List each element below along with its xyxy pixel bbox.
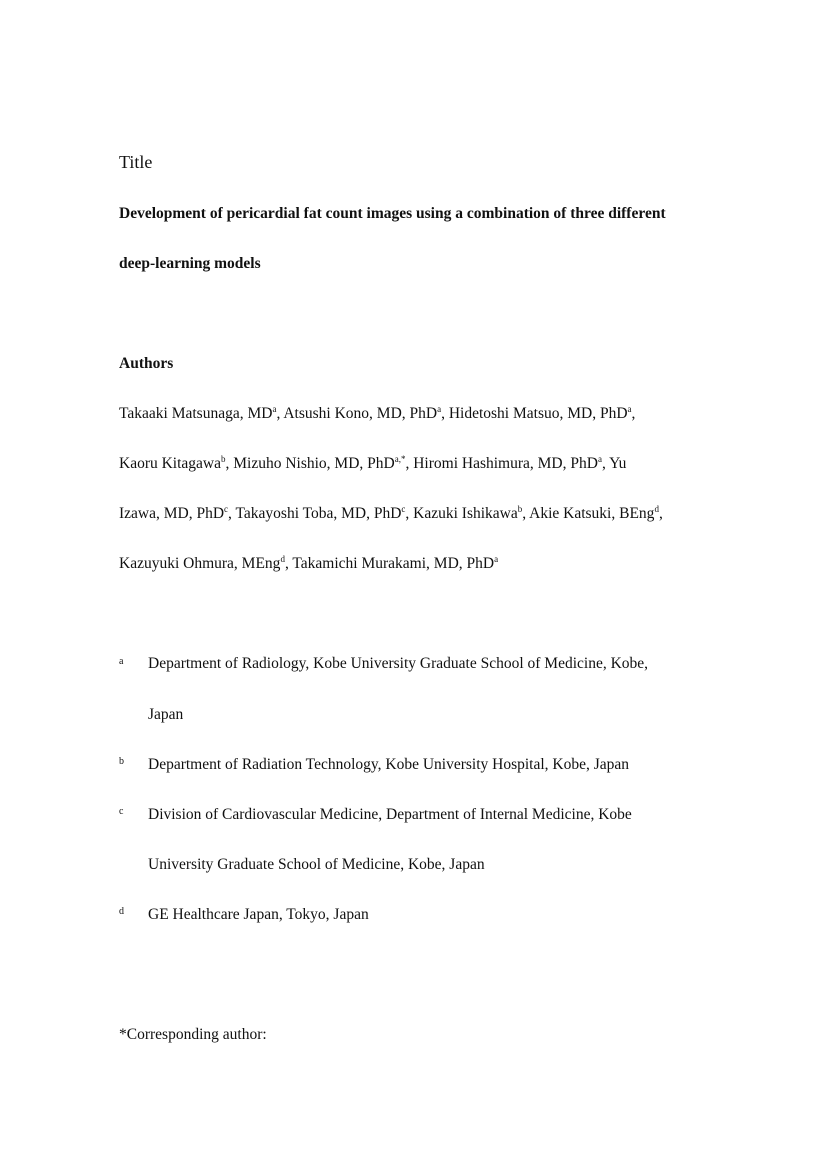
author-text: Takaaki Matsunaga, MD: [119, 405, 273, 422]
affiliation-a-line-2: Japan: [148, 706, 184, 723]
author-text: , Akie Katsuki, BEng: [522, 505, 655, 522]
author-text: , Takamichi Murakami, MD, PhD: [284, 555, 495, 572]
affiliation-marker: a,*: [394, 453, 406, 464]
author-text: , Yu: [601, 455, 627, 472]
affiliation-c-line-2: University Graduate School of Medicine, Kobe, Japan: [148, 856, 485, 873]
affiliation-marker: d: [654, 503, 659, 514]
affiliation-letter-c: c: [119, 806, 124, 817]
affiliation-marker: a: [494, 553, 499, 564]
author-text: ,: [631, 405, 636, 422]
author-text: , Hidetoshi Matsuo, MD, PhD: [441, 405, 628, 422]
author-text: , Takayoshi Toba, MD, PhD: [228, 505, 402, 522]
authors-heading: Authors: [119, 355, 174, 372]
affiliation-marker: a: [627, 403, 632, 414]
affiliation-letter-b: b: [119, 756, 124, 767]
authors-line-2: [119, 455, 626, 473]
author-text: Kazuyuki Ohmura, MEng: [119, 555, 281, 572]
affiliation-letter-a: a: [119, 656, 124, 667]
affiliation-a-line-1: Department of Radiology, Kobe University Graduate School of Medicine, Kobe,: [148, 655, 649, 672]
affiliation-marker: a: [437, 403, 442, 414]
authors-line-1: [119, 405, 635, 423]
affiliation-marker: a: [597, 453, 602, 464]
author-text: Kaoru Kitagawa: [119, 455, 221, 472]
affiliation-marker: b: [517, 503, 523, 514]
affiliation-letter-d: d: [119, 906, 124, 917]
affiliation-d-line-1: GE Healthcare Japan, Tokyo, Japan: [148, 906, 369, 923]
paper-title-line-1: Development of pericardial fat count images using a combination of three different: [119, 205, 666, 222]
author-text: , Mizuho Nishio, MD, PhD: [225, 455, 395, 472]
affiliation-marker: c: [224, 503, 229, 514]
affiliation-b-line-1: Department of Radiation Technology, Kobe University Hospital, Kobe, Japan: [148, 756, 630, 773]
paper-title-line-2: deep-learning models: [119, 255, 261, 272]
affiliation-marker: c: [401, 503, 406, 514]
authors-line-3: [119, 505, 663, 523]
author-text: , Hiromi Hashimura, MD, PhD: [405, 455, 598, 472]
author-text: Izawa, MD, PhD: [119, 505, 225, 522]
affiliation-c-line-1: Division of Cardiovascular Medicine, Department of Internal Medicine, Kobe: [148, 806, 632, 823]
title-label: Title: [119, 152, 153, 172]
affiliation-marker: a: [272, 403, 277, 414]
author-text: , Atsushi Kono, MD, PhD: [276, 405, 438, 422]
authors-line-4: [119, 555, 498, 573]
affiliation-marker: d: [280, 553, 285, 564]
author-text: , Kazuki Ishikawa: [405, 505, 518, 522]
author-text: ,: [658, 505, 663, 522]
corresponding-author-label: *Corresponding author:: [119, 1026, 267, 1043]
affiliation-marker: b: [221, 453, 226, 464]
